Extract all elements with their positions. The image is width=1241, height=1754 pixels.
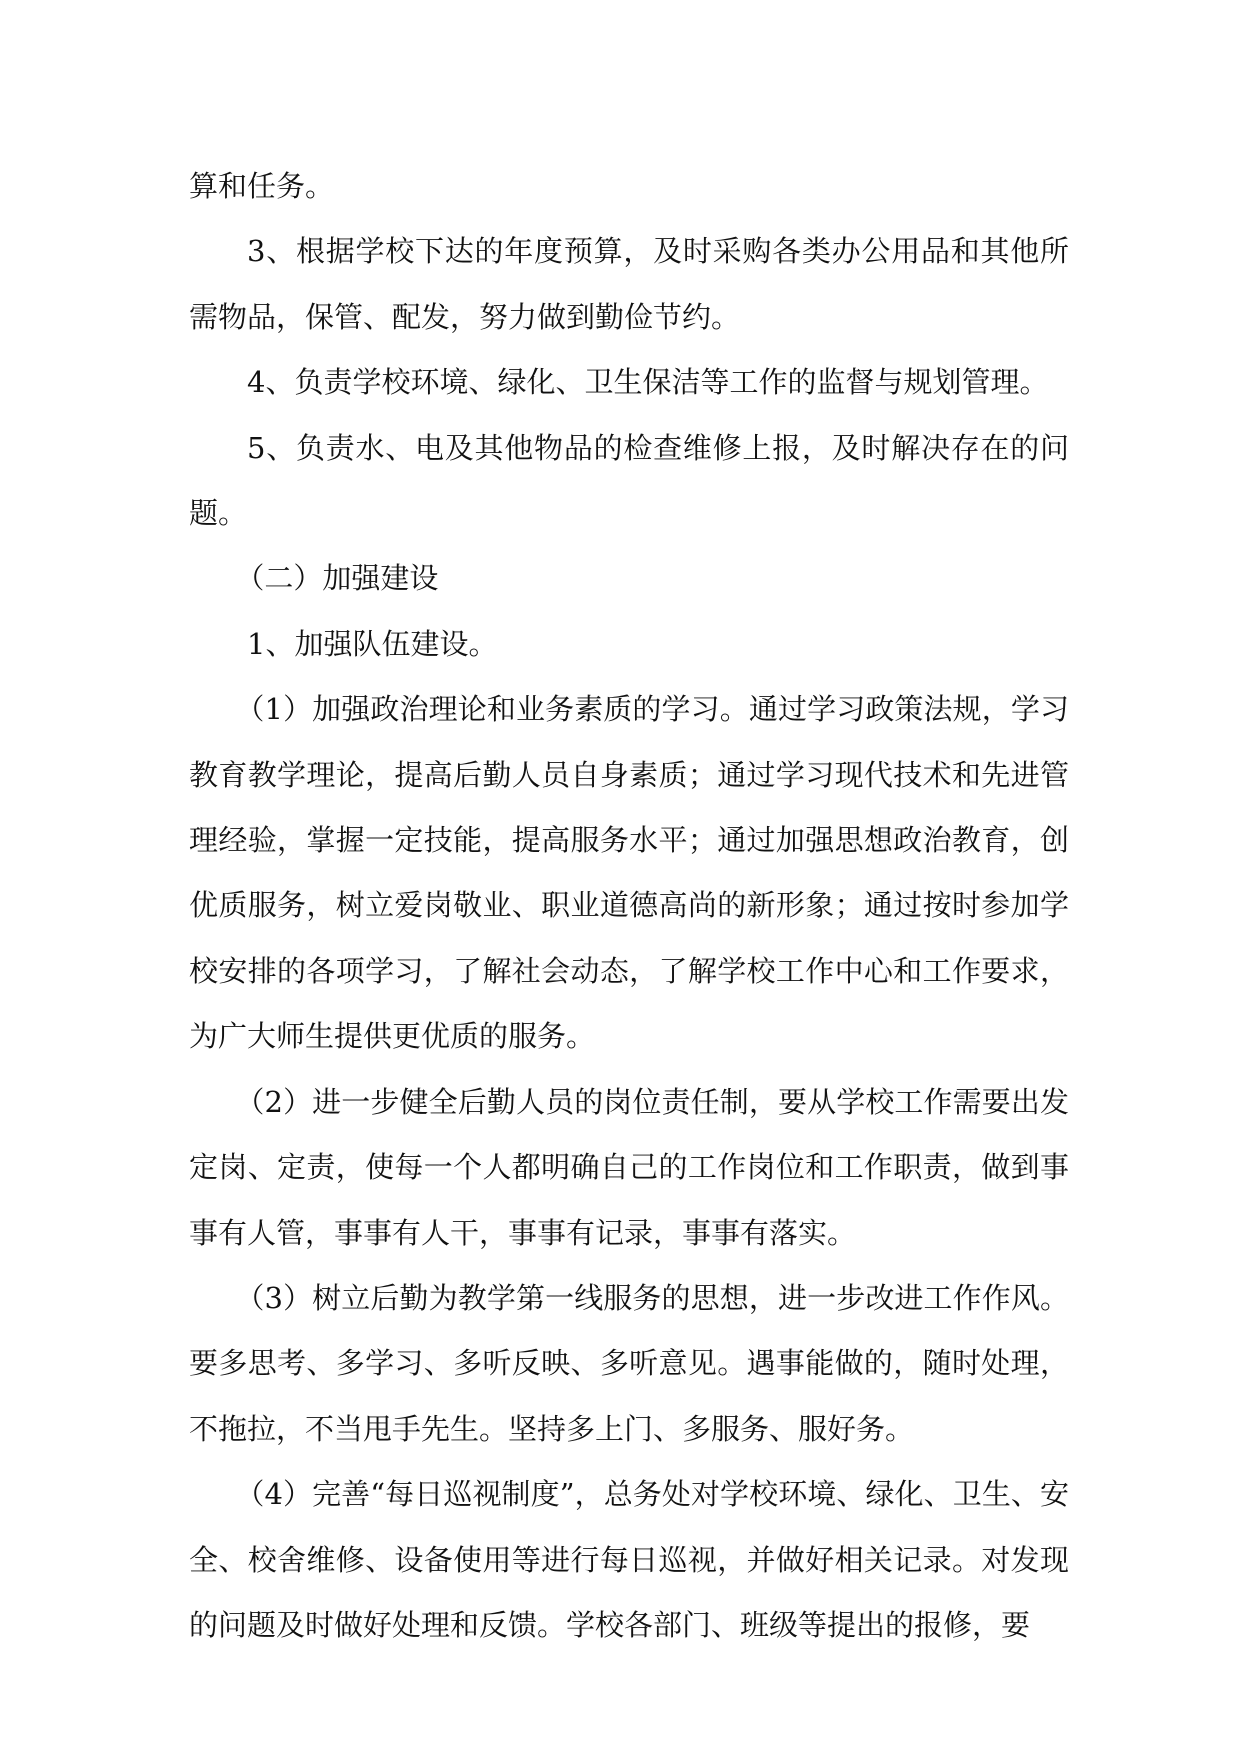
paragraph-item-4: 4、负责学校环境、绿化、卫生保洁等工作的监督与规划管理。 <box>247 365 1049 400</box>
paragraph-continuation: 算和任务。 <box>189 169 335 203</box>
document-body <box>189 154 1069 1658</box>
paragraph-sub-1: （1）加强政治理论和业务素质的学习。通过学习政策法规，学习教育教学理论，提高后勤人员自身素质；通过学习现代技术和先进管理经验，掌握一定技能，提高服务水平；通过加强思想政治教育，创优质服务，树立爱岗敬业、职业道德高尚的新形象；通过按时参加学校安排的各项学习，了解社会动态，了解学校工作中心和工作要求，为广大师生提供更优质的服务。 <box>189 692 1069 1054</box>
paragraph-sub-2: （2）进一步健全后勤人员的岗位责任制，要从学校工作需要出发定岗、定责，使每一个人都明确自己的工作岗位和工作职责，做到事事有人管，事事有人干，事事有记录，事事有落实。 <box>189 1084 1069 1250</box>
section-heading: （二）加强建设 <box>235 561 439 596</box>
paragraph-item-5: 5、负责水、电及其他物品的检查维修上报，及时解决存在的问题。 <box>189 430 1069 531</box>
paragraph-sub-3: （3）树立后勤为教学第一线服务的思想，进一步改进工作作风。要多思考、多学习、多听反映、多听意见。遇事能做的，随时处理，不拖拉，不当甩手先生。坚持多上门、多服务、服好务。 <box>189 1280 1069 1446</box>
paragraph-sub-4: （4）完善“每日巡视制度”，总务处对学校环境、绿化、卫生、安全、校舍维修、设备使用等进行每日巡视，并做好相关记录。对发现的问题及时做好处理和反馈。学校各部门、班级等提出的报修，要 <box>189 1477 1069 1642</box>
subsection-heading: 1、加强队伍建设。 <box>247 626 498 661</box>
paragraph-item-3: 3、根据学校下达的年度预算，及时采购各类办公用品和其他所需物品，保管、配发，努力做到勤俭节约。 <box>189 234 1069 334</box>
